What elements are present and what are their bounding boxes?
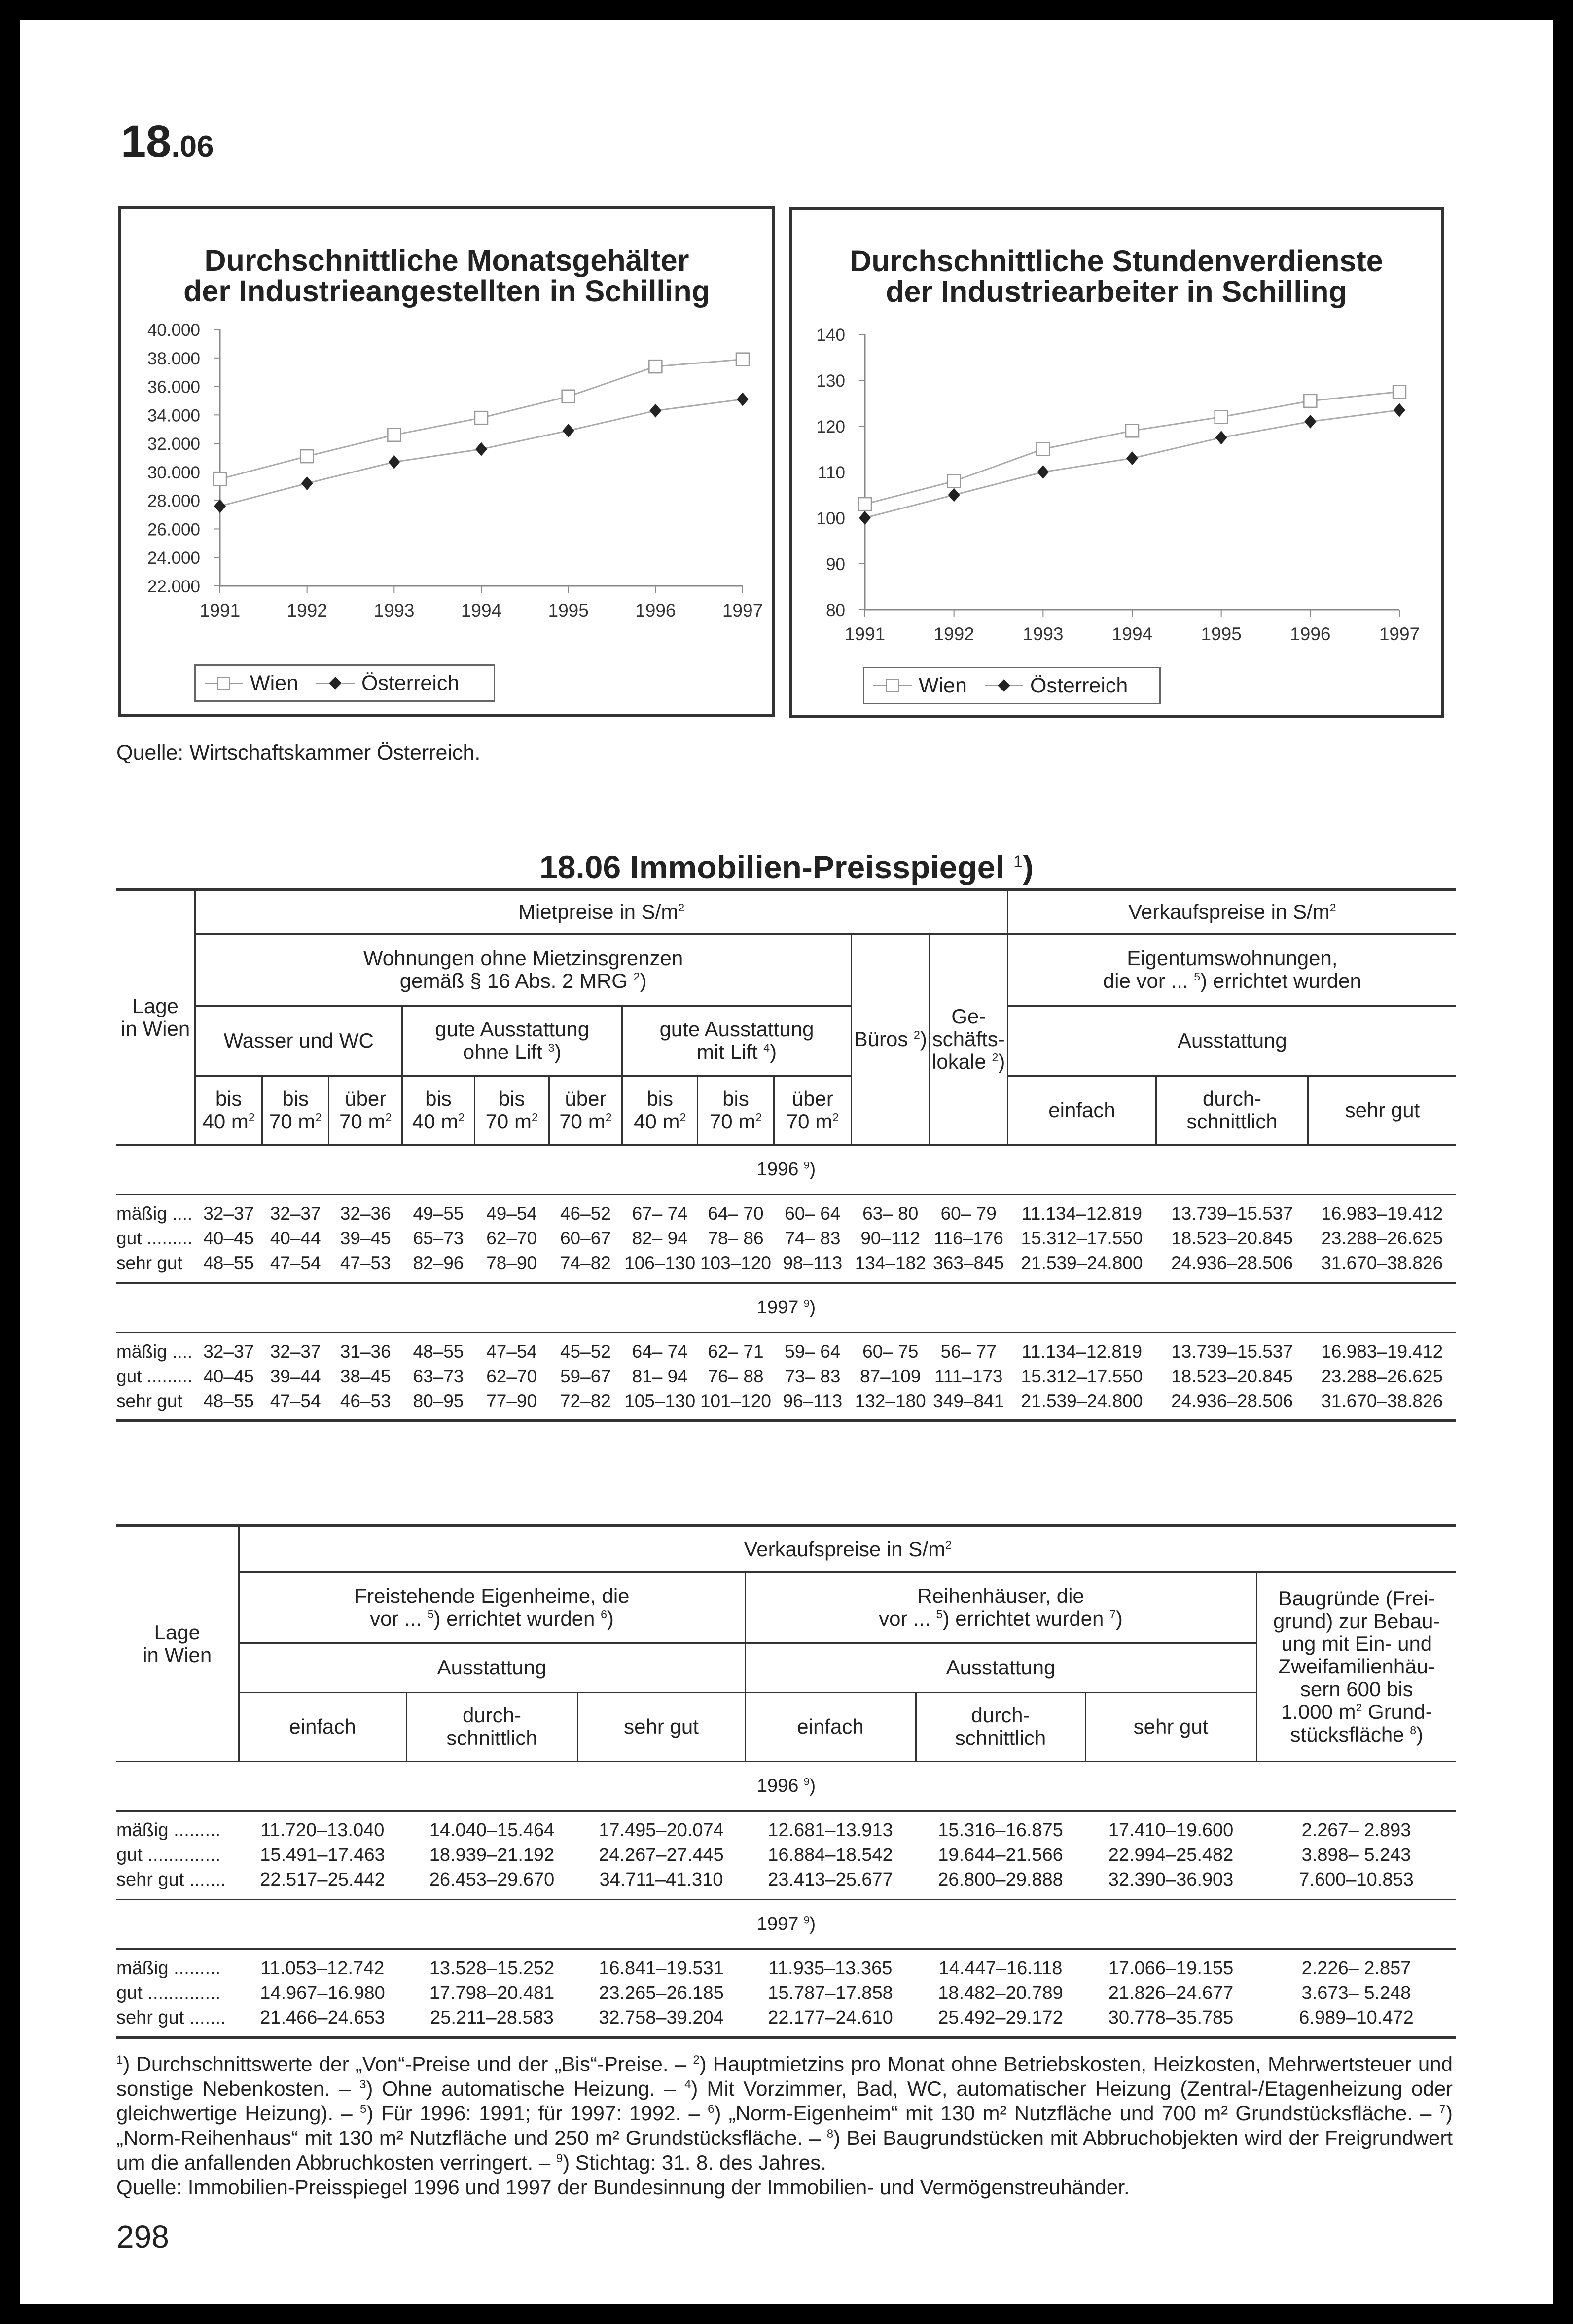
chart-title: Durchschnittliche Stundenverdienste der Industriearbeiter in Schilling [850, 244, 1383, 308]
table-cell: 31–36 [340, 1342, 391, 1362]
table-cell: 96–113 [783, 1391, 843, 1411]
table-cell: 25.211–28.583 [430, 2007, 554, 2028]
x-tick-label: 1997 [722, 600, 763, 620]
data-point-oesterreich [1216, 431, 1227, 444]
y-tick-label: 26.000 [147, 520, 200, 540]
row-label: sehr gut ....... [116, 2007, 226, 2028]
table-cell: 34.711–41.310 [599, 1869, 723, 1890]
header-ausstattung: Ausstattung [745, 1643, 1256, 1692]
table-cell: 26.800–29.888 [938, 1869, 1063, 1890]
x-tick-label: 1993 [1023, 624, 1064, 644]
table-cell: 21.826–24.677 [1108, 1983, 1234, 2003]
table-row [116, 1980, 1456, 2006]
table-row [116, 1811, 1456, 1842]
table-cell: 15.312–17.550 [1021, 1366, 1143, 1386]
y-tick-label: 90 [826, 555, 845, 574]
x-tick-label: 1997 [1379, 624, 1420, 644]
legend-marker-diamond [316, 679, 355, 688]
x-tick-label: 1995 [548, 600, 589, 620]
table-cell: 15.491–17.463 [260, 1845, 385, 1865]
footnote-4: $^4$) Mit Vorzimmer, Bad, WC, automatischer Heizung (Zentral-/Etagenheizung oder gleichwertige Heizung). – [116, 2077, 1453, 2125]
chart-plot [121, 209, 772, 714]
data-point-oesterreich [475, 442, 487, 456]
table-cell: 24.936–28.506 [1171, 1391, 1293, 1411]
table-cell: 21.466–24.653 [260, 2007, 385, 2028]
table-cell: 6.989–10.472 [1299, 2007, 1414, 2028]
x-tick-label: 1994 [461, 600, 502, 620]
table-cell: 101–120 [700, 1391, 772, 1411]
x-tick-label: 1991 [199, 600, 241, 620]
header-size: über 70 $m^2$ [329, 1076, 402, 1145]
header-gute-mit-lift: gute Ausstattung mit Lift $^4$) [622, 1006, 852, 1076]
table-cell: 2.267– 2.893 [1301, 1820, 1411, 1841]
table-cell: 3.673– 5.248 [1301, 1983, 1411, 2003]
table-cell: 32–37 [270, 1342, 321, 1362]
header-lage: Lage in Wien [116, 889, 195, 1145]
table-cell: 78–90 [486, 1253, 537, 1273]
legend-label-oesterreich: Österreich [361, 671, 460, 695]
row-label: sehr gut ....... [116, 1869, 226, 1890]
y-tick-label: 32.000 [147, 435, 200, 454]
y-tick-label: 38.000 [147, 349, 200, 368]
y-tick-label: 36.000 [147, 377, 200, 397]
header-einfach: einfach [1007, 1076, 1156, 1145]
table-row [116, 1332, 1456, 1364]
table-cell: 59–67 [560, 1366, 611, 1386]
y-tick-label: 22.000 [147, 577, 200, 596]
data-point-oesterreich [1394, 403, 1405, 417]
header-size: bis 40 $m^2$ [622, 1076, 698, 1145]
data-point-wien [301, 450, 314, 463]
header-durchschnittlich: durch- schnittlich [406, 1692, 577, 1761]
table-cell: 87–109 [860, 1366, 921, 1386]
table-cell: 16.841–19.531 [599, 1958, 724, 1979]
table-cell: 82– 94 [632, 1228, 688, 1248]
table-cell: 31.670–38.826 [1321, 1253, 1443, 1273]
table-cell: 77–90 [486, 1391, 537, 1411]
table-cell: 25.492–29.172 [938, 2007, 1063, 2028]
year-label: 1997 $^9$) [756, 1913, 816, 1934]
table-cell: 16.983–19.412 [1321, 1342, 1443, 1362]
table-cell: 32.390–36.903 [1108, 1869, 1234, 1890]
table-cell: 23.288–26.625 [1321, 1228, 1443, 1248]
table-cell: 103–120 [700, 1253, 772, 1273]
page [20, 20, 1553, 2304]
table-cell: 22.177–24.610 [768, 2007, 893, 2028]
table-cell: 19.644–21.566 [938, 1845, 1063, 1865]
table-row [116, 1842, 1456, 1868]
table-cell: 116–176 [933, 1228, 1003, 1248]
header-sehr-gut: sehr gut [577, 1692, 745, 1761]
table-cell: 11.720–13.040 [260, 1820, 385, 1841]
header-baugruende: Baugründe (Frei- grund) zur Bebau- ung mit Ein- und Zweifamilienhäu- sern 600 bis 1.000 $m^2$ Grund- stücksfläche $^8$) [1256, 1572, 1456, 1761]
table-cell: 60– 75 [862, 1342, 919, 1362]
section-number: 18.06 [121, 116, 214, 167]
header-wohnungen: Wohnungen ohne Mietzinsgrenzen gemäß § 16 Abs. 2 MRG $^2$) [195, 934, 851, 1006]
table-cell: 17.798–20.481 [429, 1983, 555, 2003]
y-tick-label: 120 [816, 417, 845, 436]
table-cell: 16.884–18.542 [768, 1845, 893, 1865]
table-cell: 23.413–25.677 [768, 1869, 893, 1890]
table-cell: 22.517–25.442 [260, 1869, 385, 1890]
data-point-oesterreich [1304, 415, 1316, 429]
table-cell: 24.267–27.445 [599, 1845, 724, 1865]
header-bueros: Büros $^2$) [851, 934, 930, 1145]
year-row [116, 1899, 1456, 1949]
row-label: mäßig .... [116, 1342, 193, 1362]
table-cell: 60–67 [560, 1228, 611, 1248]
table-cell: 105–130 [624, 1391, 696, 1411]
header-wasser-wc: Wasser und WC [195, 1006, 402, 1076]
header-verkaufspreise: Verkaufspreise in $S/m^2$ [239, 1525, 1456, 1572]
header-durchschnittlich: durch- schnittlich [1156, 1076, 1308, 1145]
x-tick-label: 1992 [933, 624, 974, 644]
row-label: sehr gut [116, 1253, 182, 1273]
table-cell: 14.040–15.464 [429, 1820, 555, 1841]
x-tick-label: 1992 [286, 600, 327, 620]
table-cell: 11.935–13.365 [768, 1958, 893, 1979]
table-cell: 18.523–20.845 [1171, 1366, 1293, 1386]
legend-label-oesterreich: Österreich [1030, 673, 1128, 697]
data-point-oesterreich [737, 393, 749, 406]
year-label: 1997 $^9$) [756, 1297, 816, 1318]
table-cell: 48–55 [203, 1253, 254, 1273]
table-cell: 72–82 [560, 1391, 611, 1411]
table-cell: 24.936–28.506 [1171, 1253, 1293, 1273]
footnote-3: $^3$) Ohne automatische Heizung. – [359, 2077, 676, 2100]
table-cell: 111–173 [934, 1366, 1003, 1386]
table-cell: 47–53 [340, 1253, 391, 1273]
table-cell: 39–44 [270, 1366, 321, 1386]
data-point-oesterreich [1126, 451, 1138, 465]
table-cell: 132–180 [855, 1391, 926, 1411]
data-point-wien [948, 475, 961, 488]
table-row [116, 1868, 1456, 1899]
data-point-oesterreich [948, 488, 960, 502]
data-point-oesterreich [649, 404, 661, 418]
x-tick-label: 1993 [374, 600, 415, 620]
table-cell: 32–36 [340, 1203, 391, 1224]
header-ausstattung: Ausstattung [1007, 1006, 1456, 1076]
table-cell: 363–845 [933, 1253, 1004, 1273]
year-label: 1996 $^9$) [756, 1159, 816, 1180]
table-cell: 134–182 [855, 1253, 926, 1273]
table-row [116, 1194, 1456, 1226]
header-reihenhaeuser: Reihenhäuser, die vor ... $^5$) errichtet wurden $^7$) [745, 1572, 1256, 1643]
y-tick-label: 80 [826, 601, 845, 620]
header-size: über 70 $m^2$ [549, 1076, 622, 1145]
data-point-wien [1126, 424, 1139, 437]
table-cell: 13.739–15.537 [1171, 1203, 1293, 1224]
header-einfach: einfach [745, 1692, 916, 1761]
table-cell: 74– 83 [785, 1228, 841, 1248]
table-cell: 90–112 [860, 1228, 921, 1248]
table-cell: 48–55 [413, 1342, 464, 1362]
series-line-wien [865, 392, 1399, 504]
data-point-wien [736, 353, 749, 366]
footnote-2: $^2$) Hauptmietzins pro Monat ohne Betriebskosten, Heizkosten, Mehrwertsteuer und sonstige Nebenkosten. – [116, 2052, 1453, 2100]
header-size: bis 40 $m^2$ [402, 1076, 475, 1145]
header-sehr-gut: sehr gut [1085, 1692, 1256, 1761]
table-cell: 18.482–20.789 [938, 1983, 1063, 2003]
table-cell: 13.739–15.537 [1171, 1342, 1293, 1362]
table-cell: 62– 71 [708, 1342, 764, 1362]
table-row [116, 2006, 1456, 2037]
data-point-wien [1393, 385, 1406, 398]
table-cell: 40–45 [203, 1366, 254, 1386]
legend-marker-square [873, 679, 912, 692]
y-tick-label: 140 [816, 326, 845, 345]
row-label: mäßig ......... [116, 1820, 221, 1841]
data-point-oesterreich [859, 511, 871, 525]
y-tick-label: 30.000 [147, 463, 200, 482]
row-label: gut .............. [116, 1983, 221, 2003]
table-cell: 31.670–38.826 [1321, 1391, 1443, 1411]
table-source: Quelle: Immobilien-Preisspiegel 1996 und 1997 der Bundesinnung der Immobilien- und Vermögenstreuhänder. [116, 2176, 1130, 2199]
table-cell: 16.983–19.412 [1321, 1203, 1443, 1224]
table-cell: 17.495–20.074 [599, 1820, 724, 1841]
header-gute-ohne-lift: gute Ausstattung ohne Lift $^3$) [402, 1006, 622, 1076]
table-cell: 46–53 [340, 1391, 391, 1411]
chart-source: Quelle: Wirtschaftskammer Österreich. [116, 741, 481, 764]
table-cell: 15.787–17.858 [768, 1983, 893, 2003]
table-cell: 32–37 [270, 1203, 321, 1224]
table-cell: 17.066–19.155 [1108, 1958, 1234, 1979]
table-cell: 22.994–25.482 [1108, 1845, 1234, 1865]
table-cell: 67– 74 [632, 1203, 688, 1224]
header-size: bis 70 $m^2$ [698, 1076, 774, 1145]
table-cell: 7.600–10.853 [1299, 1869, 1414, 1890]
table-cell: 76– 88 [708, 1366, 764, 1386]
header-mietpreise: Mietpreise in $S/m^2$ [195, 889, 1007, 934]
table-cell: 74–82 [560, 1253, 611, 1273]
year-label: 1996 $^9$) [756, 1775, 816, 1796]
footnote-5: $^5$) Für 1996: 1991; für 1997: 1992. – [359, 2102, 700, 2125]
table-cell: 14.447–16.118 [938, 1958, 1063, 1979]
x-tick-label: 1991 [844, 624, 886, 644]
table-cell: 23.265–26.185 [599, 1983, 724, 2003]
table-cell: 47–54 [486, 1342, 537, 1362]
data-point-oesterreich [388, 455, 400, 469]
table-cell: 47–54 [270, 1253, 321, 1273]
table-cell: 21.539–24.800 [1021, 1253, 1143, 1273]
price-table-houses [116, 1524, 1456, 2039]
table-cell: 62–70 [486, 1228, 537, 1248]
table-cell: 30.778–35.785 [1108, 2007, 1234, 2028]
data-point-wien [214, 472, 226, 485]
y-tick-label: 28.000 [147, 491, 200, 511]
header-eigentumswohnungen: Eigentumswohnungen, die vor ... $^5$) errichtet wurden [1007, 934, 1456, 1006]
data-point-wien [388, 429, 400, 441]
table-cell: 45–52 [560, 1342, 611, 1362]
row-label: gut ......... [116, 1228, 193, 1248]
x-tick-label: 1995 [1201, 624, 1242, 644]
header-einfach: einfach [239, 1692, 406, 1761]
table-cell: 49–54 [486, 1203, 537, 1224]
table-cell: 23.288–26.625 [1321, 1366, 1443, 1386]
row-label: sehr gut [116, 1391, 182, 1411]
header-lage: Lage in Wien [116, 1525, 239, 1761]
year-row [116, 1761, 1456, 1811]
chart-plot [792, 210, 1441, 715]
data-point-wien [1215, 410, 1228, 423]
y-tick-label: 40.000 [147, 321, 200, 340]
table-cell: 98–113 [783, 1253, 843, 1273]
page-number: 298 [116, 2219, 169, 2254]
table-cell: 56– 77 [940, 1342, 997, 1362]
table-cell: 60– 79 [940, 1203, 997, 1224]
table-row [116, 1251, 1456, 1283]
table-cell: 17.410–19.600 [1108, 1820, 1234, 1841]
table-cell: 46–52 [560, 1203, 611, 1224]
table-cell: 2.226– 2.857 [1301, 1958, 1411, 1979]
data-point-oesterreich [563, 424, 574, 437]
table-cell: 62–70 [486, 1366, 537, 1386]
data-point-wien [858, 498, 871, 510]
table-cell: 65–73 [413, 1228, 464, 1248]
table-cell: 11.134–12.819 [1021, 1203, 1143, 1224]
footnote-9: $^9$) Stichtag: 31. 8. des Jahres. [556, 2151, 826, 2174]
table-cell: 13.528–15.252 [429, 1958, 555, 1979]
table-cell: 15.316–16.875 [938, 1820, 1063, 1841]
table-cell: 47–54 [270, 1391, 321, 1411]
table-row [116, 1949, 1456, 1980]
table-cell: 106–130 [624, 1253, 696, 1273]
year-row [116, 1145, 1456, 1194]
header-size: bis 40 $m^2$ [195, 1076, 262, 1145]
legend-label-wien: Wien [919, 673, 967, 697]
x-tick-label: 1994 [1111, 624, 1153, 644]
header-freistehende-eigenheime: Freistehende Eigenheime, die vor ... $^5$) errichtet wurden $^6$) [239, 1572, 745, 1643]
row-label: mäßig .... [116, 1203, 193, 1224]
chart-legend [194, 664, 495, 702]
table-cell: 81– 94 [632, 1366, 688, 1386]
y-tick-label: 130 [816, 371, 845, 391]
footnote-8: $^8$) Bei Baugrundstücken mit Abbruchobjekten wird der Freigrundwert um die anfallenden Abbruchkosten verringert. – [116, 2126, 1453, 2174]
data-point-wien [562, 390, 575, 403]
row-label: mäßig ......... [116, 1958, 221, 1979]
table-cell: 11.134–12.819 [1021, 1342, 1143, 1362]
table-cell: 32–37 [203, 1342, 254, 1362]
table-cell: 64– 70 [708, 1203, 764, 1224]
footnote-6: $^6$) „Norm-Eigenheim“ mit 130 m² Nutzfläche und 700 m² Grundstücksfläche. – [708, 2102, 1432, 2125]
table-cell: 21.539–24.800 [1021, 1391, 1143, 1411]
table-cell: 60– 64 [785, 1203, 841, 1224]
data-point-oesterreich [301, 476, 313, 490]
table-cell: 32.758–39.204 [599, 2007, 724, 2028]
legend-label-wien: Wien [250, 671, 298, 695]
data-point-wien [475, 411, 488, 424]
table-row [116, 1226, 1456, 1251]
table-cell: 32–37 [203, 1203, 254, 1224]
header-size: bis 70 $m^2$ [474, 1076, 549, 1145]
y-tick-label: 100 [816, 509, 845, 528]
table-cell: 40–44 [270, 1228, 321, 1248]
chart-monthly-salaries [118, 206, 775, 717]
y-tick-label: 34.000 [147, 406, 200, 426]
table-cell: 12.681–13.913 [768, 1820, 893, 1841]
footnote-1: $^1$) Durchschnittswerte der „Von“-Preise und der „Bis“-Preise. – [116, 2052, 687, 2075]
header-verkaufspreise: Verkaufspreise in $S/m^2$ [1007, 889, 1456, 934]
table-cell: 63– 80 [862, 1203, 919, 1224]
table-cell: 48–55 [203, 1391, 254, 1411]
table-row [116, 1389, 1456, 1421]
table-cell: 63–73 [413, 1366, 464, 1386]
data-point-wien [1304, 395, 1317, 407]
chart-hourly-earnings [789, 207, 1444, 718]
header-size: bis 70 $m^2$ [262, 1076, 328, 1145]
table-cell: 80–95 [413, 1391, 464, 1411]
x-tick-label: 1996 [635, 600, 676, 620]
footnote-7: $^7$) „Norm-Reihenhaus“ mit 130 m² Nutzfläche und 250 m² Grundstücksfläche. – [116, 2102, 1453, 2149]
legend-marker-diamond [985, 681, 1023, 690]
table-cell: 78– 86 [708, 1228, 764, 1248]
data-point-wien [1037, 443, 1049, 456]
table-cell: 14.967–16.980 [260, 1983, 385, 2003]
table-cell: 26.453–29.670 [429, 1869, 555, 1890]
table-cell: 73– 83 [785, 1366, 841, 1386]
table-cell: 15.312–17.550 [1021, 1228, 1143, 1248]
footnotes [116, 2052, 1453, 2200]
table-row [116, 1364, 1456, 1389]
table-cell: 3.898– 5.243 [1301, 1845, 1411, 1865]
y-tick-label: 24.000 [147, 548, 200, 568]
table-cell: 349–841 [933, 1391, 1004, 1411]
table-cell: 82–96 [413, 1253, 464, 1273]
row-label: gut ......... [116, 1366, 193, 1386]
y-tick-label: 110 [818, 463, 845, 482]
table-cell: 39–45 [340, 1228, 391, 1248]
header-durchschnittlich: durch- schnittlich [916, 1692, 1085, 1761]
data-point-oesterreich [214, 499, 226, 513]
data-point-oesterreich [1037, 465, 1049, 479]
row-label: gut .............. [116, 1845, 221, 1865]
header-sehr-gut: sehr gut [1308, 1076, 1456, 1145]
chart-title: Durchschnittliche Monatsgehälter der Industrieangestellten in Schilling [183, 244, 710, 308]
table-cell: 40–45 [203, 1228, 254, 1248]
header-ausstattung: Ausstattung [239, 1643, 745, 1692]
legend-marker-square [205, 677, 243, 690]
chart-legend [863, 667, 1161, 704]
table-cell: 18.523–20.845 [1171, 1228, 1293, 1248]
header-geschaeftslokale: Ge- schäfts- lokale $^2$) [930, 934, 1007, 1145]
table-cell: 18.939–21.192 [429, 1845, 555, 1865]
table-cell: 49–55 [413, 1203, 464, 1224]
price-table-apartments [116, 888, 1456, 1422]
year-row [116, 1283, 1456, 1332]
table-title: 18.06 Immobilien-Preisspiegel $^1$) [539, 849, 1034, 885]
table-cell: 59– 64 [785, 1342, 841, 1362]
table-cell: 11.053–12.742 [260, 1958, 385, 1979]
table-cell: 64– 74 [632, 1342, 688, 1362]
data-point-wien [649, 360, 662, 373]
x-tick-label: 1996 [1290, 624, 1331, 644]
table-cell: 38–45 [340, 1366, 391, 1386]
header-size: über 70 $m^2$ [774, 1076, 851, 1145]
